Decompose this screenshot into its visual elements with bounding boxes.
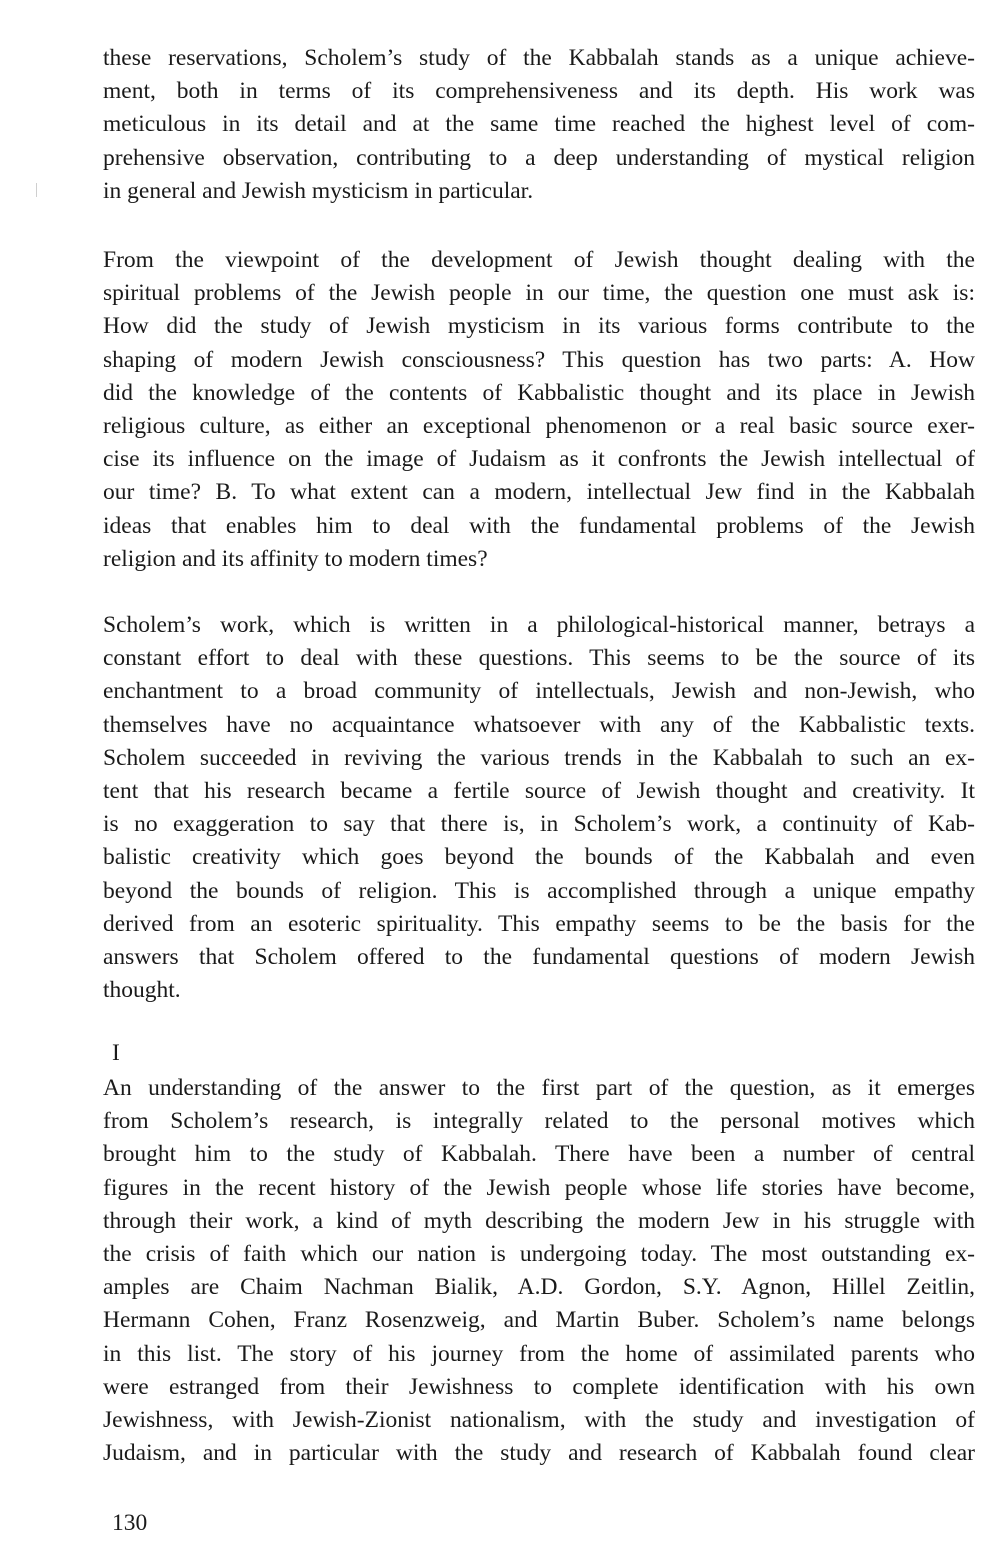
text-line: From the viewpoint of the development of Jewish thought dealing with the (103, 247, 975, 273)
text-line: the crisis of faith which our nation is undergoing today. The most outstanding ex- (103, 1241, 975, 1268)
text-line: Jewishness, with Jewish-Zionist nationalism, with the study and investigation of (103, 1407, 975, 1434)
text-line: themselves have no acquaintance whatsoever with any of the Kabbalistic texts. (103, 711, 975, 738)
text-line: shaping of modern Jewish consciousness? This question has two parts: A. How (103, 346, 975, 373)
text-line: religious culture, as either an exceptional phenomenon or a real basic source exer- (103, 413, 975, 440)
text-line: Scholem succeeded in reviving the various trends in the Kabbalah to such an ex- (103, 744, 975, 771)
text-line: spiritual problems of the Jewish people in our time, the question one must ask is: (103, 280, 975, 307)
text-line: these reservations, Scholem’s study of the Kabbalah stands as a unique achieve- (103, 45, 975, 71)
text-line: constant effort to deal with these questions. This seems to be the source of its (103, 645, 975, 672)
text-line: were estranged from their Jewishness to complete identification with his own (103, 1373, 975, 1400)
text-line: beyond the bounds of religion. This is accomplished through a unique empathy (103, 877, 975, 904)
paragraph-3 (103, 609, 975, 1007)
text-line: balistic creativity which goes beyond the bounds of the Kabbalah and even (103, 844, 975, 871)
text-line: tent that his research became a fertile source of Jewish thought and creativity. It (103, 778, 975, 805)
text-line: religion and its affinity to modern times? (103, 545, 488, 572)
text-line: thought. (103, 977, 181, 1004)
paragraph-2 (103, 244, 975, 576)
text-line: in this list. The story of his journey from the home of assimilated parents who (103, 1340, 975, 1367)
paragraph-1 (103, 42, 975, 208)
text-line: is no exaggeration to say that there is, in Scholem’s work, a continuity of Kab- (103, 811, 975, 838)
section-marker: I (112, 1040, 120, 1066)
margin-mark (36, 183, 37, 197)
text-line: meticulous in its detail and at the same time reached the highest level of com- (103, 111, 975, 138)
text-line: derived from an esoteric spirituality. This empathy seems to be the basis for the (103, 910, 975, 937)
text-line: cise its influence on the image of Judaism as it confronts the Jewish intellectual of (103, 446, 975, 473)
text-line: prehensive observation, contributing to a deep understanding of mystical religion (103, 144, 975, 171)
text-line: in general and Jewish mysticism in particular. (103, 177, 534, 204)
text-line: our time? B. To what extent can a modern, intellectual Jew find in the Kabbalah (103, 479, 975, 506)
text-line: amples are Chaim Nachman Bialik, A.D. Gordon, S.Y. Agnon, Hillel Zeitlin, (103, 1274, 975, 1301)
text-line: An understanding of the answer to the first part of the question, as it emerges (103, 1075, 975, 1101)
text-line: How did the study of Jewish mysticism in its various forms contribute to the (103, 313, 975, 340)
text-line: ideas that enables him to deal with the fundamental problems of the Jewish (103, 512, 975, 539)
text-line: ment, both in terms of its comprehensiveness and its depth. His work was (103, 78, 975, 105)
text-line: did the knowledge of the contents of Kabbalistic thought and its place in Jewish (103, 379, 975, 406)
text-line: answers that Scholem offered to the fundamental questions of modern Jewish (103, 944, 975, 971)
text-line: figures in the recent history of the Jewish people whose life stories have become, (103, 1174, 975, 1201)
text-line: Scholem’s work, which is written in a philological-historical manner, betrays a (103, 612, 975, 638)
text-line: from Scholem’s research, is integrally related to the personal motives which (103, 1108, 975, 1135)
page-number: 130 (112, 1510, 148, 1536)
text-line: through their work, a kind of myth describing the modern Jew in his struggle with (103, 1207, 975, 1234)
paragraph-4 (103, 1072, 975, 1470)
text-line: brought him to the study of Kabbalah. There have been a number of central (103, 1141, 975, 1168)
text-line: enchantment to a broad community of intellectuals, Jewish and non-Jewish, who (103, 678, 975, 705)
text-line: Hermann Cohen, Franz Rosenzweig, and Martin Buber. Scholem’s name belongs (103, 1307, 975, 1334)
text-line: Judaism, and in particular with the study and research of Kabbalah found clear (103, 1440, 975, 1467)
